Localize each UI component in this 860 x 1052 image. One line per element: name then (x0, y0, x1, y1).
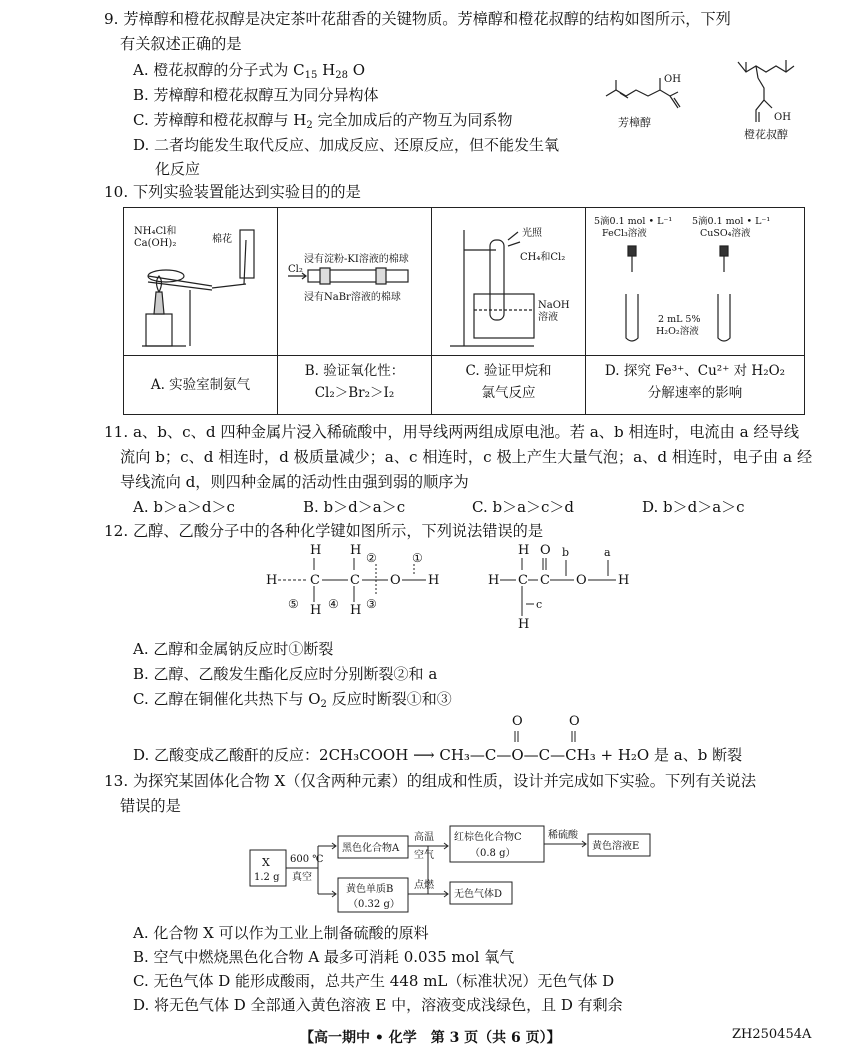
flow-box-b-label1: 黄色单质B (346, 884, 394, 895)
caption-c[interactable] (432, 360, 585, 404)
q9-option-c[interactable] (133, 109, 513, 131)
q12-option-a[interactable]: A. 乙醇和金属钠反应时①断裂 (133, 640, 334, 658)
footer-page-info: 【高一期中 • 化学 第 3 页（共 6 页）】 (300, 1030, 561, 1046)
apparatus-c (434, 210, 584, 352)
q11-stem-line2: 流向 b；c、d 相连时，d 极质量减少；a、c 相连时，c 极上产生大量气泡；a、d 相连时，电子由 a 经 (120, 448, 813, 466)
ace-o: O (576, 573, 587, 588)
nerolidol-oh: OH (774, 112, 791, 123)
caption-c-line1: C. 验证甲烷和 (465, 363, 552, 379)
apparatus-b (280, 210, 430, 352)
q12-option-d[interactable]: D. 乙酸变成乙酸酐的反应：2CH₃COOH ⟶ CH₃—C—O—C—CH₃ + H₂O 是 a、b 断裂 (133, 746, 743, 764)
flow-x: X (262, 856, 270, 869)
q11-option-a[interactable]: A. b＞a＞d＞c (133, 498, 235, 516)
caption-a[interactable]: A. 实验室制氨气 (150, 377, 251, 393)
q9-option-c-text: C. 芳樟醇和橙花叔醇与 H (133, 111, 307, 129)
q9-option-a-sub2: 28 (335, 70, 348, 81)
q12-option-c-sub: 2 (320, 699, 327, 710)
q9-option-a-post: O (347, 61, 366, 79)
flow-box-b-label2: （0.32 g） (348, 899, 400, 910)
q9-option-a-sub1: 15 (304, 70, 318, 81)
flow-box-c-label2: （0.8 g） (470, 848, 516, 859)
q12-option-c-post: 反应时断裂①和③ (326, 690, 452, 708)
caption-d[interactable] (586, 360, 804, 404)
apparatus-d-label6: H₂O₂溶液 (656, 326, 699, 337)
apparatus-d-label3: 5滴0.1 mol • L⁻¹ (692, 216, 771, 227)
apparatus-d-label5: 2 mL 5% (658, 314, 701, 325)
eth-bond-1: ① (412, 551, 423, 565)
ace-o-top: O (540, 543, 551, 558)
q11-option-d[interactable]: D. b＞d＞a＞c (642, 498, 745, 516)
linalool-oh: OH (664, 74, 681, 85)
ace-c2: C (540, 573, 550, 588)
flow-box-a-label: 黑色化合物A (342, 843, 400, 854)
flow-cond3: 稀硫酸 (548, 830, 578, 841)
apparatus-c-label4: 溶液 (538, 312, 558, 323)
q9-option-c-sub: 2 (306, 120, 313, 131)
q11-option-c[interactable]: C. b＞a＞c＞d (472, 498, 575, 516)
apparatus-d (588, 210, 802, 352)
eth-h-bot2: H (350, 603, 362, 618)
caption-d-line1: D. 探究 Fe³⁺、Cu²⁺ 对 H₂O₂ (604, 363, 786, 379)
q11-option-b[interactable]: B. b＞d＞a＞c (303, 498, 406, 516)
flow-cond1b: 真空 (292, 872, 312, 883)
q12-option-c[interactable] (133, 688, 452, 710)
q13-option-b[interactable]: B. 空气中燃烧黑色化合物 A 最多可消耗 0.035 mol 氧气 (133, 948, 515, 966)
q9-option-d-line1[interactable]: D. 二者均能发生取代反应、加成反应、还原反应，但不能发生氧 (133, 136, 560, 154)
flow-cond1a: 600 ℃ (290, 854, 324, 865)
apparatus-a-label1: NH₄Cl和 (134, 226, 177, 237)
eth-h-top1: H (310, 543, 322, 558)
q9-option-a[interactable] (133, 59, 365, 81)
q9-option-a-mid: H (317, 61, 336, 79)
flow-cond2a: 高温 (414, 832, 434, 843)
q13-option-a[interactable]: A. 化合物 X 可以作为工业上制备硫酸的原料 (133, 924, 429, 942)
apparatus-b-label2: Cl₂ (288, 264, 303, 275)
apparatus-c-label2: CH₄和Cl₂ (520, 252, 566, 263)
apparatus-d-label4: CuSO₄溶液 (700, 228, 751, 239)
ace-bond-a: a (604, 546, 611, 559)
q13-stem-line1: 13. 为探究某固体化合物 X（仅含两种元素）的组成和性质，设计并完成如下实验。下列有关说法 (104, 772, 757, 790)
q13-option-d[interactable]: D. 将无色气体 D 全部通入黄色溶液 E 中，溶液变成浅绿色，且 D 有剩余 (133, 996, 623, 1014)
q10-stem: 10. 下列实验装置能达到实验目的的是 (104, 183, 361, 201)
q11-stem-line3: 导线流向 d，则四种金属的活动性由强到弱的顺序为 (120, 473, 469, 491)
flow-box-c-label1: 红棕色化合物C (454, 832, 522, 843)
footer-code: ZH250454A (732, 1027, 812, 1042)
flow-box-e-label: 黄色溶液E (592, 841, 640, 852)
acetic-acid-structure (488, 543, 629, 632)
eth-h-left: H (266, 573, 278, 588)
linalool-label: 芳樟醇 (618, 116, 651, 129)
q9-structures-figure (598, 58, 818, 148)
q9-option-a-text: A. 橙花叔醇的分子式为 C (133, 61, 305, 79)
eth-bond-3: ③ (366, 597, 377, 611)
apparatus-d-label1: 5滴0.1 mol • L⁻¹ (594, 216, 673, 227)
q12-optd-o2: O (569, 714, 580, 729)
q12-stem: 12. 乙醇、乙酸分子中的各种化学键如图所示，下列说法错误的是 (104, 522, 544, 540)
ace-h-left: H (488, 573, 500, 588)
ace-h-right: H (618, 573, 630, 588)
q11-stem-line1: 11. a、b、c、d 四种金属片浸入稀硫酸中，用导线两两组成原电池。若 a、b 相连时，电流由 a 经导线 (104, 423, 800, 441)
q12-optd-double-bonds (508, 730, 588, 744)
caption-b[interactable] (278, 360, 431, 404)
caption-b-line2: Cl₂＞Br₂＞I₂ (314, 385, 395, 401)
eth-c1: C (310, 573, 320, 588)
apparatus-c-label3: NaOH (538, 300, 570, 311)
flow-box-d-label: 无色气体D (454, 889, 503, 900)
eth-h-right: H (428, 573, 440, 588)
apparatus-b-label3: 浸有NaBr溶液的棉球 (304, 292, 401, 303)
ace-bond-c: c (536, 598, 543, 611)
apparatus-a-label3: 棉花 (212, 234, 232, 245)
q12-bond-diagrams (262, 540, 642, 632)
q13-flowchart (248, 822, 668, 916)
q9-option-b[interactable]: B. 芳樟醇和橙花叔醇互为同分异构体 (133, 86, 379, 104)
eth-c2: C (350, 573, 360, 588)
flow-x-mass: 1.2 g (254, 872, 280, 883)
q10-apparatus-table (123, 207, 805, 415)
eth-h-top2: H (350, 543, 362, 558)
q13-stem-line2: 错误的是 (120, 797, 181, 815)
q12-optd-o1: O (512, 714, 523, 729)
ace-bond-b: b (562, 546, 570, 559)
caption-d-line2: 分解速率的影响 (647, 385, 743, 401)
ace-h-top: H (518, 543, 530, 558)
q9-option-c-post: 完全加成后的产物互为同系物 (312, 111, 513, 129)
ace-c1: C (518, 573, 528, 588)
eth-bond-2: ② (366, 551, 377, 565)
eth-h-bot1: H (310, 603, 322, 618)
q13-option-c[interactable]: C. 无色气体 D 能形成酸雨，总共产生 448 mL（标准状况）无色气体 D (133, 972, 615, 990)
flow-cond4: 点燃 (414, 880, 434, 891)
q9-option-d-line2: 化反应 (155, 160, 201, 178)
apparatus-c-label1: 光照 (522, 228, 542, 239)
apparatus-d-label2: FeCl₃溶液 (602, 228, 647, 239)
apparatus-b-label1: 浸有淀粉-KI溶液的棉球 (304, 254, 409, 265)
q9-stem-line2: 有关叙述正确的是 (120, 35, 242, 53)
ace-h-bot: H (518, 617, 530, 632)
caption-b-line1: B. 验证氧化性： (304, 363, 405, 379)
eth-bond-5: ⑤ (288, 597, 299, 611)
caption-c-line2: 氯气反应 (481, 385, 536, 401)
nerolidol-label: 橙花叔醇 (744, 128, 788, 141)
apparatus-a-label2: Ca(OH)₂ (134, 238, 177, 249)
q12-option-c-text: C. 乙醇在铜催化共热下与 O (133, 690, 321, 708)
eth-bond-4: ④ (328, 597, 339, 611)
q12-option-b[interactable]: B. 乙醇、乙酸发生酯化反应时分别断裂②和 a (133, 665, 438, 683)
apparatus-a (126, 210, 276, 352)
eth-o: O (390, 573, 401, 588)
q9-stem-line1: 9. 芳樟醇和橙花叔醇是决定茶叶花甜香的关键物质。芳樟醇和橙花叔醇的结构如图所示，下列 (104, 10, 731, 28)
flow-cond2b: 空气 (414, 850, 434, 861)
